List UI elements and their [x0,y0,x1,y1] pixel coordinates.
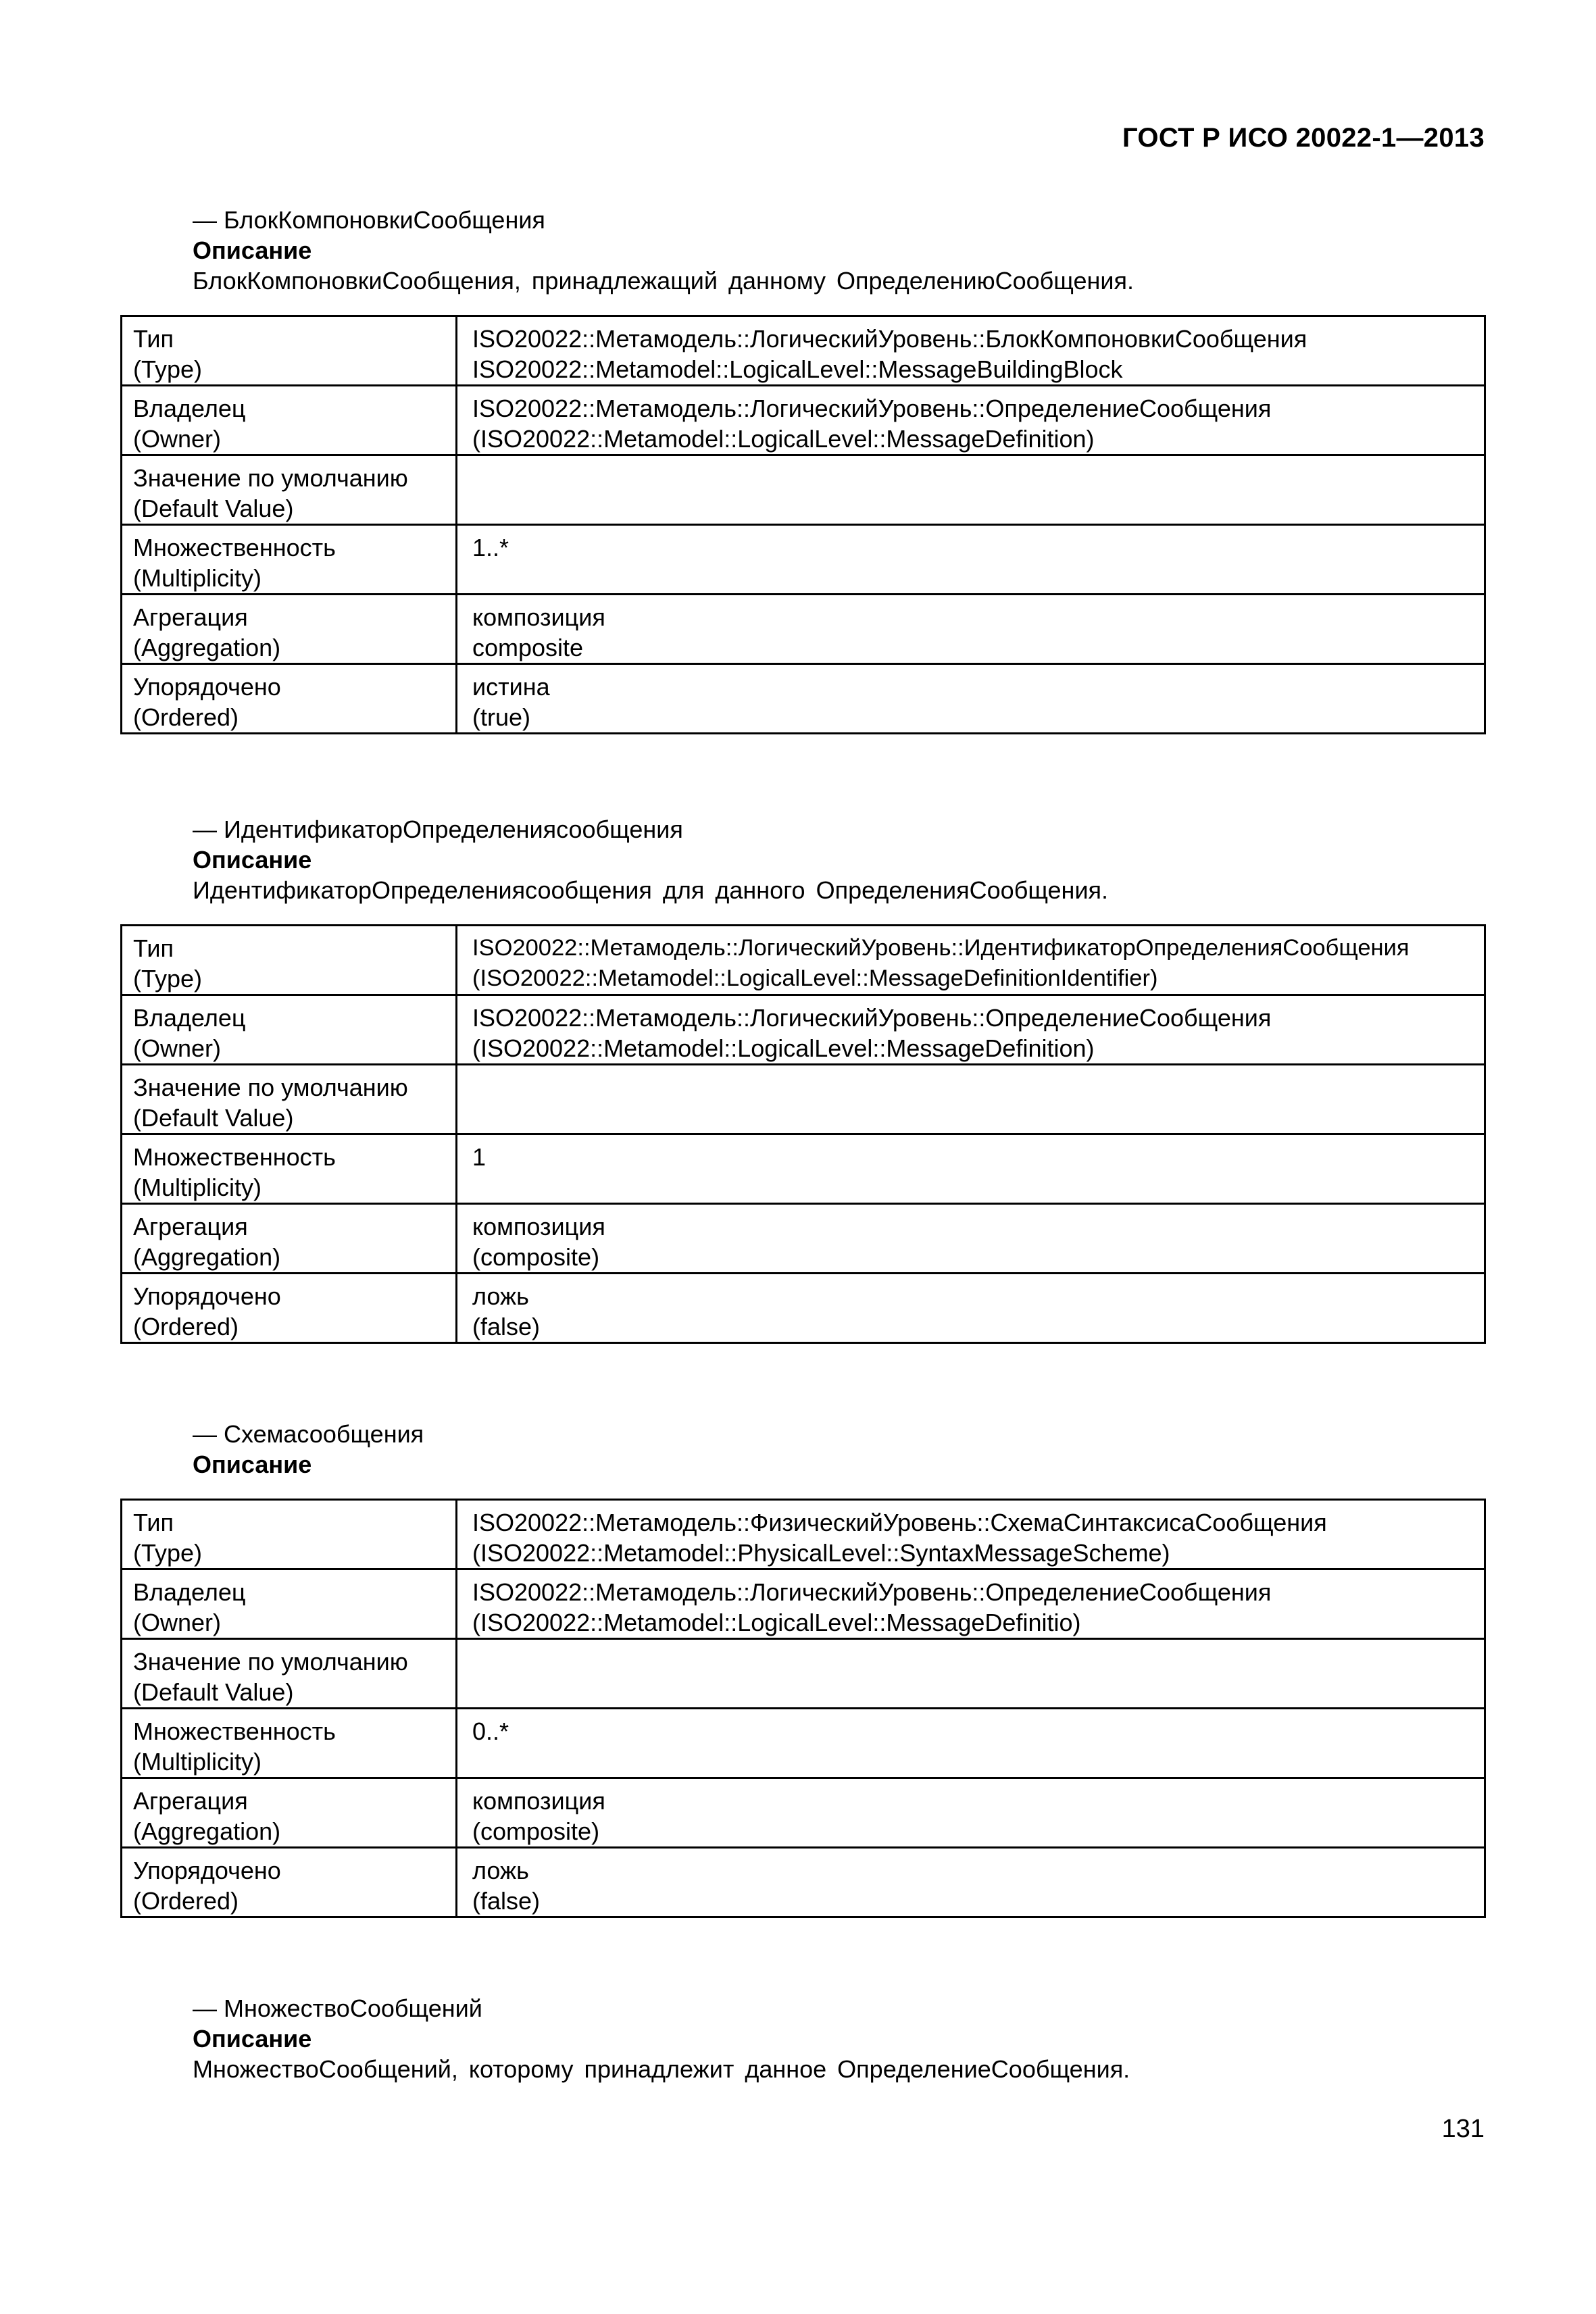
description-heading: Описание [193,236,312,264]
attribute-label: Тип (Type) [122,926,457,995]
attribute-value: ISO20022::Метамодель::ЛогическийУровень::БлокКомпоновкиСообщения ISO20022::Metamodel::LogicalLevel::MessageBuildingBlock [457,316,1485,386]
table-row [122,664,1485,734]
attribute-value: композиция (composite) [457,1204,1485,1274]
table-row [122,1778,1485,1848]
attribute-value: ISO20022::Метамодель::ЛогическийУровень::ОпределениеСообщения (ISO20022::Metamodel::LogicalLevel::MessageDefinitio) [457,1569,1485,1639]
section-message-definition-identifier [120,814,1486,1344]
table-row [122,595,1485,664]
attribute-value: ISO20022::Метамодель::ЛогическийУровень::ИдентификаторОпределенияСообщения (ISO20022::Metamodel::LogicalLevel::MessageDefinitionIdentifier) [457,926,1485,995]
table-row [122,926,1485,995]
table-row [122,1848,1485,1917]
table-row [122,1065,1485,1134]
attribute-value: 1 [457,1134,1485,1204]
attribute-label: Упорядочено (Ordered) [122,1274,457,1343]
section-description: ИдентификаторОпределениясообщения для данного ОпределенияСообщения. [193,876,1109,904]
page-number: 131 [1441,2115,1485,2143]
description-heading: Описание [193,846,312,874]
section-title: — ИдентификаторОпределениясообщения [193,815,683,843]
attribute-label: Владелец (Owner) [122,386,457,455]
attribute-value: композиция (composite) [457,1778,1485,1848]
section-title: — Схемасообщения [193,1420,424,1448]
attribute-label: Владелец (Owner) [122,1569,457,1639]
attribute-value: 0..* [457,1709,1485,1778]
table-row [122,1639,1485,1709]
attribute-label: Множественность (Multiplicity) [122,1134,457,1204]
section-description: БлокКомпоновкиСообщения, принадлежащий данному ОпределениюСообщения. [193,267,1134,295]
table-row [122,1500,1485,1569]
attribute-value [457,1065,1485,1134]
table-row [122,386,1485,455]
attribute-label: Множественность (Multiplicity) [122,1709,457,1778]
description-heading: Описание [193,2025,312,2053]
attribute-value: композиция composite [457,595,1485,664]
section-title: — БлокКомпоновкиСообщения [193,206,545,234]
attribute-label: Агрегация (Aggregation) [122,595,457,664]
attribute-label: Упорядочено (Ordered) [122,1848,457,1917]
table-row [122,1274,1485,1343]
table-row [122,455,1485,525]
attribute-table [120,924,1486,1344]
attribute-label: Упорядочено (Ordered) [122,664,457,734]
attribute-label: Тип (Type) [122,1500,457,1569]
attribute-value: ложь (false) [457,1848,1485,1917]
table-row [122,1569,1485,1639]
table-row [122,1204,1485,1274]
document-header: ГОСТ Р ИСО 20022-1—2013 [1122,123,1485,153]
attribute-value: ISO20022::Метамодель::ЛогическийУровень::ОпределениеСообщения (ISO20022::Metamodel::LogicalLevel::MessageDefinition) [457,386,1485,455]
attribute-label: Множественность (Multiplicity) [122,525,457,595]
attribute-value: ISO20022::Метамодель::ЛогическийУровень::ОпределениеСообщения (ISO20022::Metamodel::LogicalLevel::MessageDefinition) [457,995,1485,1065]
table-row [122,1709,1485,1778]
attribute-label: Тип (Type) [122,316,457,386]
section-message-building-block [120,205,1486,734]
table-row [122,1134,1485,1204]
attribute-value [457,1639,1485,1709]
section-description: МножествоСообщений, которому принадлежит данное ОпределениеСообщения. [193,2055,1130,2083]
table-row [122,525,1485,595]
attribute-label: Агрегация (Aggregation) [122,1204,457,1274]
attribute-label: Агрегация (Aggregation) [122,1778,457,1848]
section-message-set [120,1993,1486,2084]
table-row [122,316,1485,386]
attribute-table [120,1499,1486,1918]
attribute-value: истина (true) [457,664,1485,734]
attribute-table [120,315,1486,734]
attribute-value [457,455,1485,525]
attribute-value: ISO20022::Метамодель::ФизическийУровень::СхемаСинтаксисаСообщения (ISO20022::Metamodel::PhysicalLevel::SyntaxMessageScheme) [457,1500,1485,1569]
attribute-label: Значение по умолчанию (Default Value) [122,1639,457,1709]
attribute-value: 1..* [457,525,1485,595]
description-heading: Описание [193,1451,312,1478]
section-message-scheme [120,1419,1486,1918]
attribute-label: Значение по умолчанию (Default Value) [122,1065,457,1134]
attribute-label: Значение по умолчанию (Default Value) [122,455,457,525]
section-title: — МножествоСообщений [193,1994,482,2022]
attribute-value: ложь (false) [457,1274,1485,1343]
attribute-label: Владелец (Owner) [122,995,457,1065]
table-row [122,995,1485,1065]
